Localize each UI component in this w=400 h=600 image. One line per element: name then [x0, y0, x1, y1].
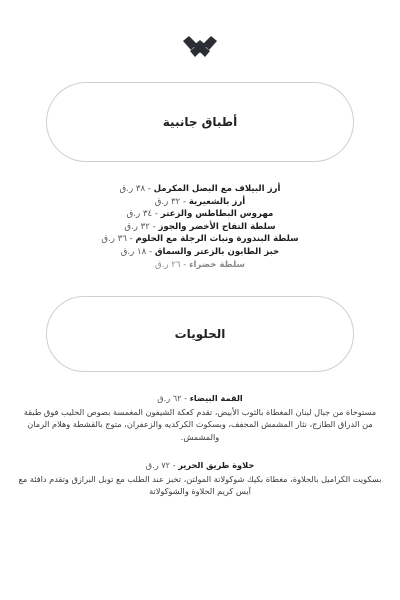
item-name: أرز بالشعيرية: [188, 196, 246, 207]
item-name: مهروس البطاطس والزعتر: [160, 209, 274, 220]
item-name: سلطة البندورة ونبات الرجلة مع الحلوم: [135, 234, 299, 245]
dessert-heading: [18, 392, 382, 404]
item-price: - ١٨ ر.ق: [120, 246, 155, 257]
list-item: [20, 183, 380, 196]
list-item: [20, 208, 380, 221]
item-price: - ٣٨ ر.ق: [119, 184, 154, 194]
list-item: [20, 221, 380, 234]
desserts-section-button[interactable]: [46, 296, 354, 372]
item-name: القمة البيضاء: [189, 393, 243, 403]
list-item: [20, 196, 380, 209]
item-price: - ٧٢ ر.ق: [145, 460, 179, 470]
item-name: خبز الطابون بالزعتر والسماق: [154, 246, 280, 257]
item-name: سلطة التفاح الأخضر والجوز: [158, 221, 276, 232]
item-price: - ٦٢ ر.ق: [157, 393, 190, 403]
dessert-item: [18, 459, 382, 498]
item-name: حلاوة طريق الحرير: [178, 460, 255, 470]
item-price: - ٣٢ ر.ق: [124, 221, 159, 232]
dessert-heading: [18, 459, 382, 471]
item-name: سلطة خضراء: [189, 259, 245, 270]
item-price: - ٣٤ ر.ق: [126, 209, 161, 220]
item-price: - ٣٦ ر.ق: [101, 234, 136, 245]
item-price: - ٢٦ ر.ق: [155, 259, 190, 270]
sides-section-title: أطباق جانبية: [162, 115, 238, 129]
item-description: بسكويت الكراميل بالحلاوة، مغطاة بكيك شوكولاتة المولتن، تخبز عند الطلب مع توبل البرازق وتقدم دافئة مع آيس كريم الحلاوة والشوكولاتة: [18, 474, 382, 497]
dessert-item: [18, 392, 382, 443]
sides-section-button[interactable]: [46, 82, 354, 162]
list-item: [20, 259, 380, 272]
desserts-section-title: الحلويات: [174, 327, 226, 341]
list-item: [20, 246, 380, 259]
item-price: - ٣٢ ر.ق: [154, 196, 189, 207]
brand-logo-icon: [183, 36, 217, 58]
item-description: مستوحاة من جبال لبنان المغطاة بالثوب الأبيض، تقدم كعكة الشيفون المغمسة بصوص الحليب فوق طبقة من الدراق الطازج، نثار المشمش المجفف، وبسكوت الكركديه والزعفران، متوج بالقشطة وهلام الرمان والمشمش.: [23, 407, 377, 442]
item-name: أرز البيلاف مع البصل المكرمل: [153, 184, 281, 194]
sides-menu-list: [20, 183, 380, 271]
list-item: [20, 233, 380, 246]
